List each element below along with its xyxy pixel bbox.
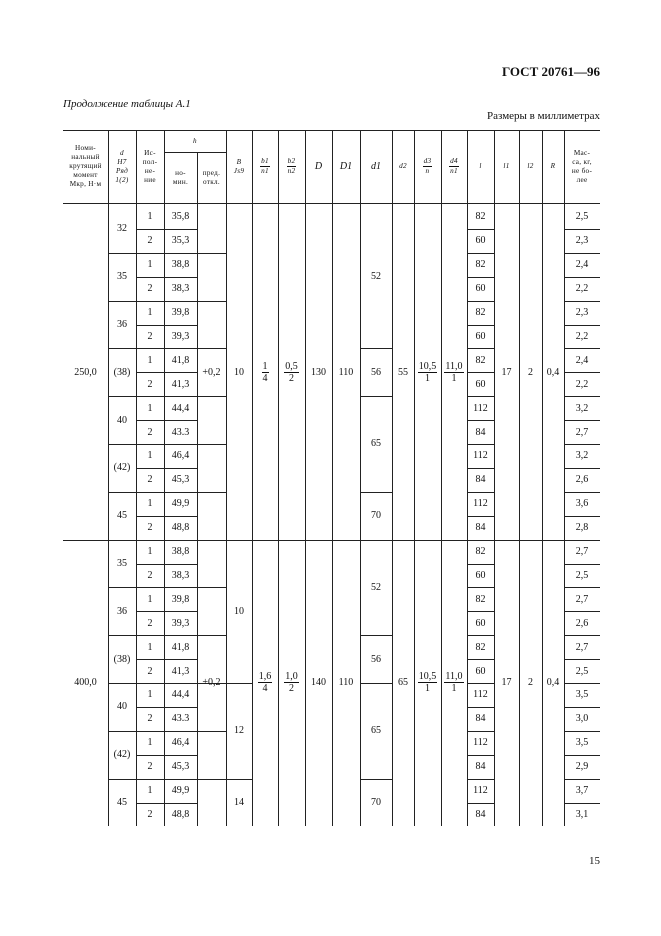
row-separator [467,277,494,278]
variant-value: 1 [147,402,153,414]
D-value: 130 [311,366,326,378]
row-separator [136,420,197,421]
l-value: 112 [473,450,488,462]
row-separator [467,587,494,588]
row-separator [564,348,600,349]
d-value: 35 [117,271,127,283]
row-separator [467,348,494,349]
row-separator [136,731,197,732]
row-separator [467,803,494,804]
mass-value: 2,2 [575,378,589,390]
row-separator [360,779,392,780]
row-separator [467,779,494,780]
l-value: 82 [475,641,486,653]
B-value: 14 [234,796,244,808]
row-separator [136,253,197,254]
row-separator [360,683,392,684]
l-value: 60 [475,235,486,247]
mass-value: 3,7 [575,785,589,797]
header-d: d Н7 Ряд 1(2) [115,148,129,184]
row-separator [467,564,494,565]
l-value: 82 [475,354,486,366]
row-separator [136,325,197,326]
header-h-nom: но- мин. [172,168,189,186]
d-value: 45 [117,510,127,522]
row-separator [136,779,197,780]
h-nom-value: 38,3 [171,569,190,581]
variant-value: 1 [147,785,153,797]
row-separator [467,325,494,326]
b1-n1-value: $\frac{1,6}{4}$ [258,671,272,695]
d1-value: 52 [371,581,381,593]
row-separator [564,229,600,230]
header-h: h [193,136,197,145]
variant-value: 1 [147,259,153,271]
h-dev-value: +0,2 [202,366,221,378]
R-value: 0,4 [546,677,560,689]
row-separator [360,348,392,349]
row-separator [467,755,494,756]
row-separator [136,516,197,517]
row-separator [564,516,600,517]
b1-n1-value: $\frac{1}{4}$ [262,360,268,384]
header-l2: l2 [527,162,534,170]
B-value: 10 [234,366,244,378]
d3-n-value: $\frac{10,5}{1}$ [418,360,437,384]
d1-value: 52 [371,271,381,283]
row-separator [564,396,600,397]
row-separator [467,301,494,302]
mass-value: 2,3 [575,307,589,319]
D-value: 140 [311,677,326,689]
l-value: 60 [475,569,486,581]
d1-value: 56 [371,653,381,665]
row-separator [136,707,197,708]
variant-value: 2 [147,665,153,677]
d2-value: 65 [398,677,408,689]
D1-value: 110 [338,677,354,689]
mass-value: 2,2 [575,330,589,342]
row-separator [564,587,600,588]
d3-n-value: $\frac{10,5}{1}$ [418,671,437,695]
row-separator [136,301,197,302]
row-separator [467,659,494,660]
variant-value: 2 [147,617,153,629]
row-separator [564,683,600,684]
h-nom-value: 46,4 [171,737,190,749]
l-value: 82 [475,259,486,271]
row-separator [136,444,197,445]
l-value: 84 [475,474,486,486]
mass-value: 2,7 [575,641,589,653]
row-separator [136,611,197,612]
mass-value: 2,5 [575,211,589,223]
h-nom-value: 48,8 [171,522,190,534]
d4-n1-value: $\frac{11,0}{1}$ [445,671,463,695]
row-separator [564,564,600,565]
row-separator [564,444,600,445]
l-value: 84 [475,426,486,438]
h-nom-value: 38,8 [171,259,190,271]
d-value: 36 [117,318,127,330]
variant-value: 1 [147,689,153,701]
h-nom-value: 43.3 [171,426,190,438]
header-l1: l1 [503,162,510,170]
d-value: 35 [117,557,127,569]
row-separator [136,803,197,804]
variant-value: 1 [147,593,153,605]
h-nom-value: 41,8 [171,641,190,653]
row-separator [564,301,600,302]
mass-value: 3,2 [575,450,589,462]
variant-value: 1 [147,211,153,223]
l-value: 60 [475,665,486,677]
l-value: 112 [473,785,488,797]
mass-value: 2,5 [575,665,589,677]
h-nom-value: 48,8 [171,808,190,820]
row-separator [136,635,197,636]
l-value: 82 [475,546,486,558]
mass-value: 3,1 [575,808,589,820]
mass-value: 2,7 [575,546,589,558]
l2-value: 2 [528,366,533,378]
variant-value: 2 [147,761,153,773]
d-value: 32 [117,223,127,235]
variant-value: 2 [147,235,153,247]
row-separator [136,277,197,278]
d1-value: 65 [371,725,381,737]
l-value: 82 [475,211,486,223]
row-separator [564,803,600,804]
d1-value: 56 [371,366,381,378]
d2-value: 55 [398,366,408,378]
variant-value: 1 [147,354,153,366]
variant-value: 2 [147,330,153,342]
row-separator [564,779,600,780]
l-value: 60 [475,617,486,629]
d1-value: 65 [371,438,381,450]
l-value: 84 [475,761,486,773]
d-value: (42) [113,462,131,474]
mass-value: 2,2 [575,283,589,295]
row-separator [564,611,600,612]
units-note: Размеры в миллиметрах [487,110,600,122]
mass-value: 2,7 [575,426,589,438]
row-separator [564,659,600,660]
row-separator [467,492,494,493]
l2-value: 2 [528,677,533,689]
row-separator [564,468,600,469]
header-mass: Мас- са, кг, не бо- лее [571,148,593,184]
row-separator [467,516,494,517]
d-value: (42) [113,749,131,761]
variant-value: 1 [147,737,153,749]
header-D1: D1 [339,161,353,172]
row-separator [564,325,600,326]
row-separator [136,755,197,756]
h-nom-value: 41,3 [171,378,190,390]
header-h-dev: пред. откл. [202,168,221,186]
row-separator [564,420,600,421]
row-separator [564,731,600,732]
header-R: R [550,162,556,170]
d1-value: 70 [371,510,381,522]
header-d2: d2 [399,162,407,170]
variant-value: 1 [147,450,153,462]
l-value: 60 [475,378,486,390]
row-separator [564,492,600,493]
row-separator [564,253,600,254]
l-value: 84 [475,713,486,725]
row-separator [467,229,494,230]
mass-value: 3,6 [575,498,589,510]
h-nom-value: 35,3 [171,235,190,247]
l-value: 112 [473,498,488,510]
d1-value: 70 [371,796,381,808]
l-value: 60 [475,330,486,342]
h-nom-value: 44,4 [171,689,190,701]
row-separator [467,372,494,373]
header-l: l [479,162,482,170]
h-dev-value: +0,2 [202,677,221,689]
row-separator [467,635,494,636]
b2-n2-value: $\frac{1,0}{2}$ [285,671,298,695]
torque-value: 400,0 [74,677,97,689]
d-value: (38) [113,653,131,665]
row-separator [226,779,252,780]
row-separator [467,707,494,708]
h-nom-value: 39,3 [171,617,190,629]
row-separator [136,659,197,660]
h-nom-value: 39,3 [171,330,190,342]
mass-value: 3,0 [575,713,589,725]
row-separator [467,611,494,612]
page-number: 15 [589,855,600,867]
row-separator [564,755,600,756]
row-separator [360,635,392,636]
row-separator [136,396,197,397]
B-value: 10 [234,605,244,617]
row-separator [564,372,600,373]
h-nom-value: 39,8 [171,307,190,319]
mass-value: 2,9 [575,761,589,773]
mass-value: 2,4 [575,259,589,271]
h-nom-value: 49,9 [171,498,190,510]
row-separator [360,396,392,397]
mass-value: 2,7 [575,593,589,605]
row-separator [467,420,494,421]
row-separator [467,468,494,469]
row-separator [226,683,252,684]
header-b1-n1: $\frac{b1}{n1}$ [261,157,269,175]
row-separator [136,348,197,349]
header-b: B Js9 [233,157,245,175]
h-nom-value: 49,9 [171,785,190,797]
l-value: 84 [475,808,486,820]
B-value: 12 [234,725,244,737]
h-nom-value: 44,4 [171,402,190,414]
variant-value: 1 [147,498,153,510]
variant-value: 2 [147,474,153,486]
variant-value: 1 [147,546,153,558]
l-value: 60 [475,283,486,295]
mass-value: 3,5 [575,689,589,701]
header-d4-n1: $\frac{d4}{n1}$ [450,157,458,175]
mass-value: 2,5 [575,569,589,581]
l-value: 84 [475,522,486,534]
row-separator [360,492,392,493]
h-nom-value: 46,4 [171,450,190,462]
row-separator [136,587,197,588]
row-separator [136,564,197,565]
row-separator [467,444,494,445]
row-separator [136,683,197,684]
variant-value: 1 [147,307,153,319]
h-nom-value: 38,3 [171,283,190,295]
header-D: D [314,161,323,172]
variant-value: 2 [147,522,153,534]
row-separator [467,731,494,732]
header-b2-n2: $\frac{b2}{n2}$ [287,157,296,175]
document-code: ГОСТ 20761—96 [501,64,600,79]
h-nom-value: 45,3 [171,761,190,773]
row-separator [564,707,600,708]
d-value: 40 [117,414,127,426]
mass-value: 2,8 [575,522,589,534]
variant-value: 2 [147,378,153,390]
torque-value: 250,0 [74,366,97,378]
row-separator [136,492,197,493]
D1-value: 110 [338,366,354,378]
d-value: 45 [117,796,127,808]
mass-value: 3,2 [575,402,589,414]
l1-value: 17 [501,366,512,378]
h-nom-value: 43.3 [171,713,190,725]
b2-n2-value: $\frac{0,5}{2}$ [285,360,298,384]
h-nom-value: 38,8 [171,546,190,558]
row-separator [136,468,197,469]
mass-value: 2,4 [575,354,589,366]
d-value: 36 [117,605,127,617]
h-nom-value: 45,3 [171,474,190,486]
row-separator [467,396,494,397]
variant-value: 1 [147,641,153,653]
variant-value: 2 [147,283,153,295]
d-value: 40 [117,701,127,713]
row-separator [564,635,600,636]
mass-value: 2,3 [575,235,589,247]
h-nom-value: 35,8 [171,211,190,223]
mass-value: 3,5 [575,737,589,749]
l-value: 82 [475,307,486,319]
variant-value: 2 [147,713,153,725]
l-value: 82 [475,593,486,605]
h-nom-value: 41,3 [171,665,190,677]
header-torque: Номи- нальный крутящий момент Mкр, Н·м [69,144,102,188]
l1-value: 17 [501,677,512,689]
h-nom-value: 39,8 [171,593,190,605]
row-separator [136,372,197,373]
h-nom-value: 41,8 [171,354,190,366]
row-separator [564,277,600,278]
row-separator [136,229,197,230]
variant-value: 2 [147,569,153,581]
l-value: 112 [473,402,488,414]
R-value: 0,4 [546,366,560,378]
l-value: 112 [473,737,488,749]
table-title: Продолжение таблицы А.1 [63,98,191,110]
l-value: 112 [473,689,488,701]
variant-value: 2 [147,808,153,820]
mass-value: 2,6 [575,474,589,486]
row-separator [467,253,494,254]
row-separator [467,683,494,684]
mass-value: 2,6 [575,617,589,629]
d4-n1-value: $\frac{11,0}{1}$ [445,360,463,384]
header-d3-n: $\frac{d3}{n}$ [423,157,432,175]
header-variant: Ис- пол- не- ние [142,148,158,184]
header-d1: d1 [371,161,381,172]
variant-value: 2 [147,426,153,438]
d-value: (38) [113,366,131,378]
